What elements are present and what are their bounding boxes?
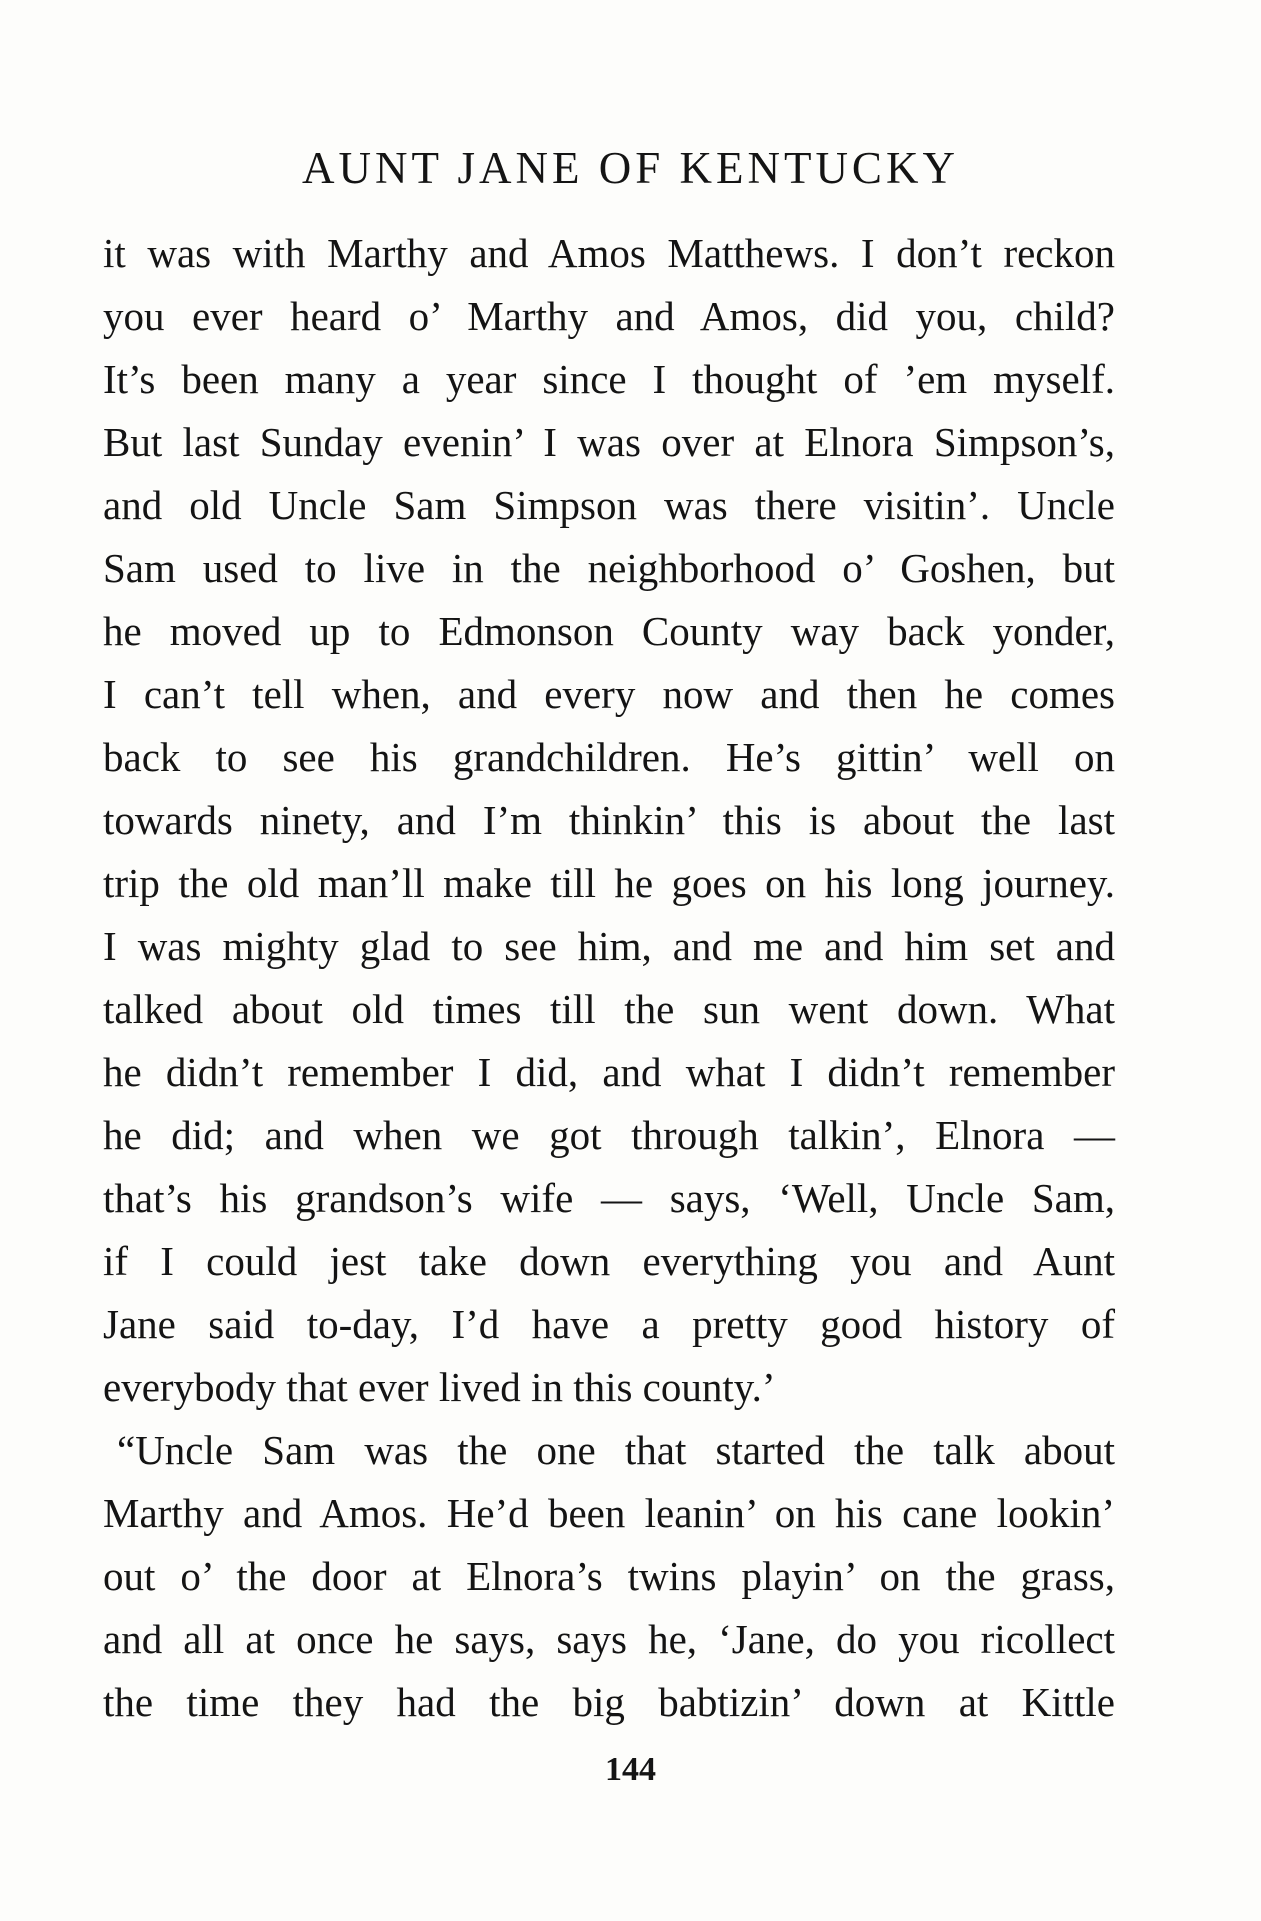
text-line: Sam used to live in the neighborhood o’ Goshen, but — [103, 545, 1115, 591]
text-line: back to see his grandchildren. He’s gittin’ well on — [103, 734, 1115, 780]
text-line: it was with Marthy and Amos Matthews. I don’t reckon — [103, 230, 1115, 276]
text-line: that’s his grandson’s wife — says, ‘Well, Uncle Sam, — [103, 1175, 1115, 1221]
text-line: you ever heard o’ Marthy and Amos, did you, child? — [103, 293, 1115, 339]
text-line: the time they had the big babtizin’ down at Kittle — [103, 1679, 1115, 1725]
text-line: Marthy and Amos. He’d been leanin’ on his cane lookin’ — [103, 1490, 1115, 1536]
text-line: towards ninety, and I’m thinkin’ this is about the last — [103, 797, 1115, 843]
text-line: It’s been many a year since I thought of ’em myself. — [103, 356, 1115, 402]
text-line: trip the old man’ll make till he goes on his long journey. — [103, 860, 1115, 906]
page-number: 144 — [605, 1751, 656, 1788]
paragraph-end-line: everybody that ever lived in this county.’ — [103, 1364, 776, 1410]
text-line: he didn’t remember I did, and what I didn’t remember — [103, 1049, 1115, 1095]
text-line: and all at once he says, says he, ‘Jane, do you ricollect — [103, 1616, 1115, 1662]
text-line: if I could jest take down everything you and Aunt — [103, 1238, 1115, 1284]
text-line: out o’ the door at Elnora’s twins playin’ on the grass, — [103, 1553, 1115, 1599]
paragraph-start-line: “Uncle Sam was the one that started the talk about — [117, 1427, 1115, 1473]
text-line: talked about old times till the sun went down. What — [103, 986, 1115, 1032]
running-head: AUNT JANE OF KENTUCKY — [302, 143, 959, 193]
text-line: and old Uncle Sam Simpson was there visitin’. Uncle — [103, 482, 1115, 528]
text-line: he moved up to Edmonson County way back yonder, — [103, 608, 1115, 654]
text-line: But last Sunday evenin’ I was over at Elnora Simpson’s, — [103, 419, 1115, 465]
text-line: I can’t tell when, and every now and then he comes — [103, 671, 1115, 717]
text-line: Jane said to-day, I’d have a pretty good history of — [103, 1301, 1115, 1347]
body-text — [103, 222, 1115, 1734]
text-line: he did; and when we got through talkin’, Elnora — — [103, 1112, 1115, 1158]
text-line: I was mighty glad to see him, and me and him set and — [103, 923, 1115, 969]
